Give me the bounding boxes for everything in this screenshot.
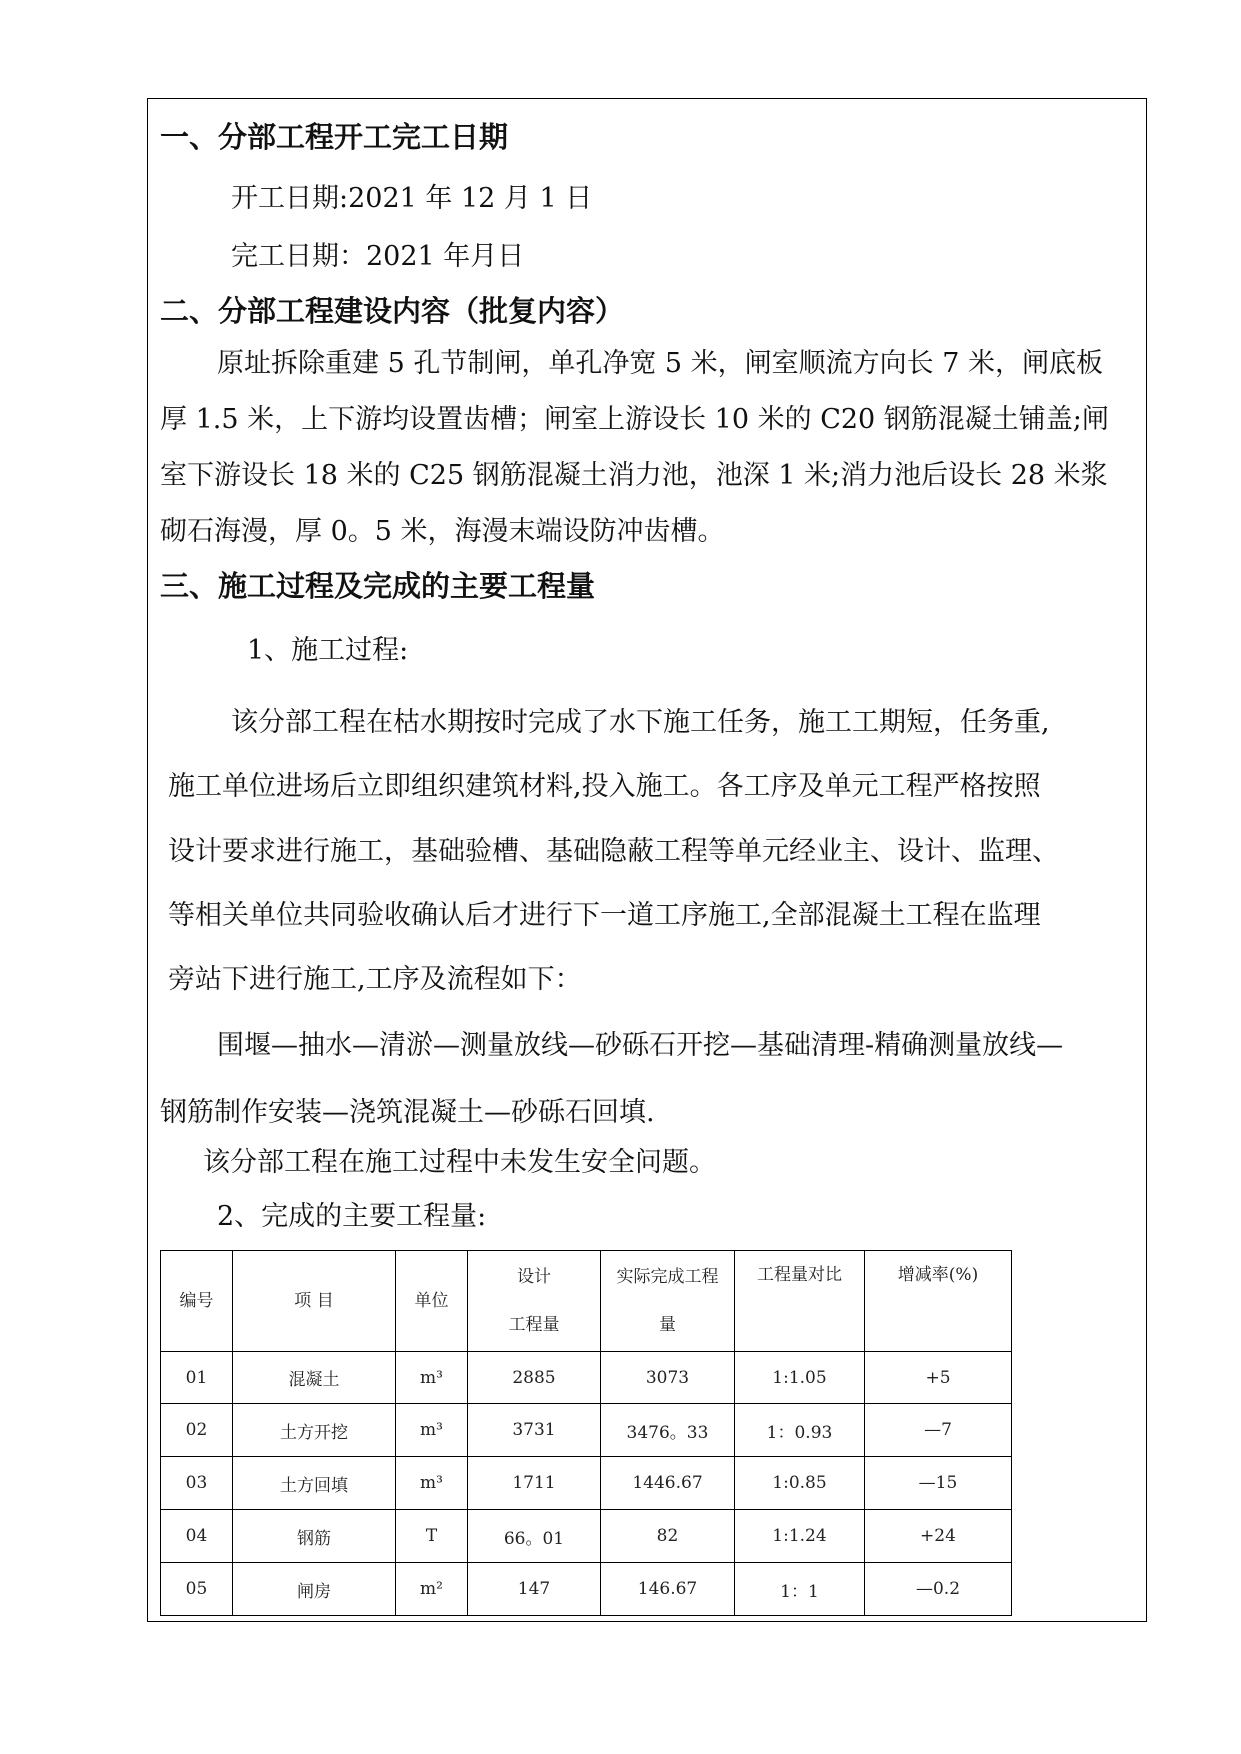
cell-actual: 82 [601,1510,735,1563]
cell-ratio: 1：1 [735,1563,865,1616]
cell-rate: +5 [865,1351,1012,1404]
cell-design: 1711 [468,1457,601,1510]
cell-no: 03 [161,1457,233,1510]
process-line: 旁站下进行施工,工序及流程如下： [168,964,582,995]
header-actual-line1: 实际完成工程 [616,1266,719,1287]
cell-actual: 3476。33 [601,1404,735,1457]
table-header-row [161,1251,1012,1352]
header-unit: 单位 [396,1251,468,1352]
header-ratio: 工程量对比 [735,1251,865,1352]
cell-ratio: 1：0.93 [735,1404,865,1457]
content-line: 厚 1.5 米，上下游均设置齿槽；闸室上游设长 10 米的 C20 钢筋混凝土铺盖;闸 [160,404,1109,435]
cell-unit: m³ [396,1404,468,1457]
header-item: 项 目 [233,1251,396,1352]
section1-heading: 一、分部工程开工完工日期 [160,120,509,154]
cell-ratio: 1:0.85 [735,1457,865,1510]
cell-ratio: 1:1.05 [735,1351,865,1404]
start-date: 开工日期:2021 年 12 月 1 日 [231,183,593,214]
subheading-process: 1、施工过程: [247,635,409,666]
cell-design: 66。01 [468,1510,601,1563]
cell-rate: —7 [865,1404,1012,1457]
flow-line: 钢筋制作安装—浇筑混凝土—砂砾石回填. [160,1097,655,1128]
process-line: 施工单位进场后立即组织建筑材料,投入施工。各工序及单元工程严格按照 [168,771,1041,802]
content-line: 原址拆除重建 5 孔节制闸，单孔净宽 5 米，闸室顺流方向长 7 米，闸底板 [217,348,1104,379]
cell-item: 土方回填 [233,1457,396,1510]
cell-unit: m³ [396,1457,468,1510]
table-row [161,1563,1012,1616]
cell-no: 01 [161,1351,233,1404]
cell-actual: 1446.67 [601,1457,735,1510]
header-design-line2: 工程量 [508,1314,560,1335]
cell-actual: 146.67 [601,1563,735,1616]
cell-unit: m³ [396,1351,468,1404]
table-row [161,1404,1012,1457]
cell-design: 2885 [468,1351,601,1404]
content-line: 砌石海漫，厚 0。5 米，海漫末端设防冲齿槽。 [160,516,725,547]
content-line: 室下游设长 18 米的 C25 钢筋混凝土消力池，池深 1 米;消力池后设长 28 米浆 [160,460,1108,491]
process-line: 设计要求进行施工，基础验槽、基础隐蔽工程等单元经业主、设计、监理、 [168,836,1059,867]
cell-item: 土方开挖 [233,1404,396,1457]
process-line: 等相关单位共同验收确认后才进行下一道工序施工,全部混凝土工程在监理 [168,900,1041,931]
cell-no: 02 [161,1404,233,1457]
cell-item: 钢筋 [233,1510,396,1563]
table-row [161,1510,1012,1563]
header-actual-line2: 量 [659,1314,676,1335]
quantities-table [160,1250,1012,1616]
safety-statement: 该分部工程在施工过程中未发生安全问题。 [203,1147,716,1178]
table-row [161,1351,1012,1404]
cell-unit: T [396,1510,468,1563]
cell-design: 3731 [468,1404,601,1457]
subheading-quantities: 2、完成的主要工程量: [217,1201,487,1232]
process-line: 该分部工程在枯水期按时完成了水下施工任务，施工工期短，任务重, [231,707,1050,738]
cell-unit: m² [396,1563,468,1616]
cell-no: 04 [161,1510,233,1563]
cell-rate: +24 [865,1510,1012,1563]
section3-heading: 三、施工过程及完成的主要工程量 [160,569,596,603]
cell-rate: —15 [865,1457,1012,1510]
cell-actual: 3073 [601,1351,735,1404]
cell-item: 闸房 [233,1563,396,1616]
header-actual [601,1251,735,1352]
header-rate: 增减率(%) [865,1251,1012,1352]
section2-heading: 二、分部工程建设内容（批复内容） [160,294,625,328]
header-design-line1: 设计 [517,1266,551,1287]
cell-no: 05 [161,1563,233,1616]
end-date: 完工日期：2021 年月日 [231,241,525,272]
header-no: 编号 [161,1251,233,1352]
cell-rate: —0.2 [865,1563,1012,1616]
table-row [161,1457,1012,1510]
cell-ratio: 1:1.24 [735,1510,865,1563]
header-design [468,1251,601,1352]
cell-item: 混凝土 [233,1351,396,1404]
flow-line: 围堰—抽水—清淤—测量放线—砂砾石开挖—基础清理-精确测量放线— [217,1030,1064,1061]
cell-design: 147 [468,1563,601,1616]
